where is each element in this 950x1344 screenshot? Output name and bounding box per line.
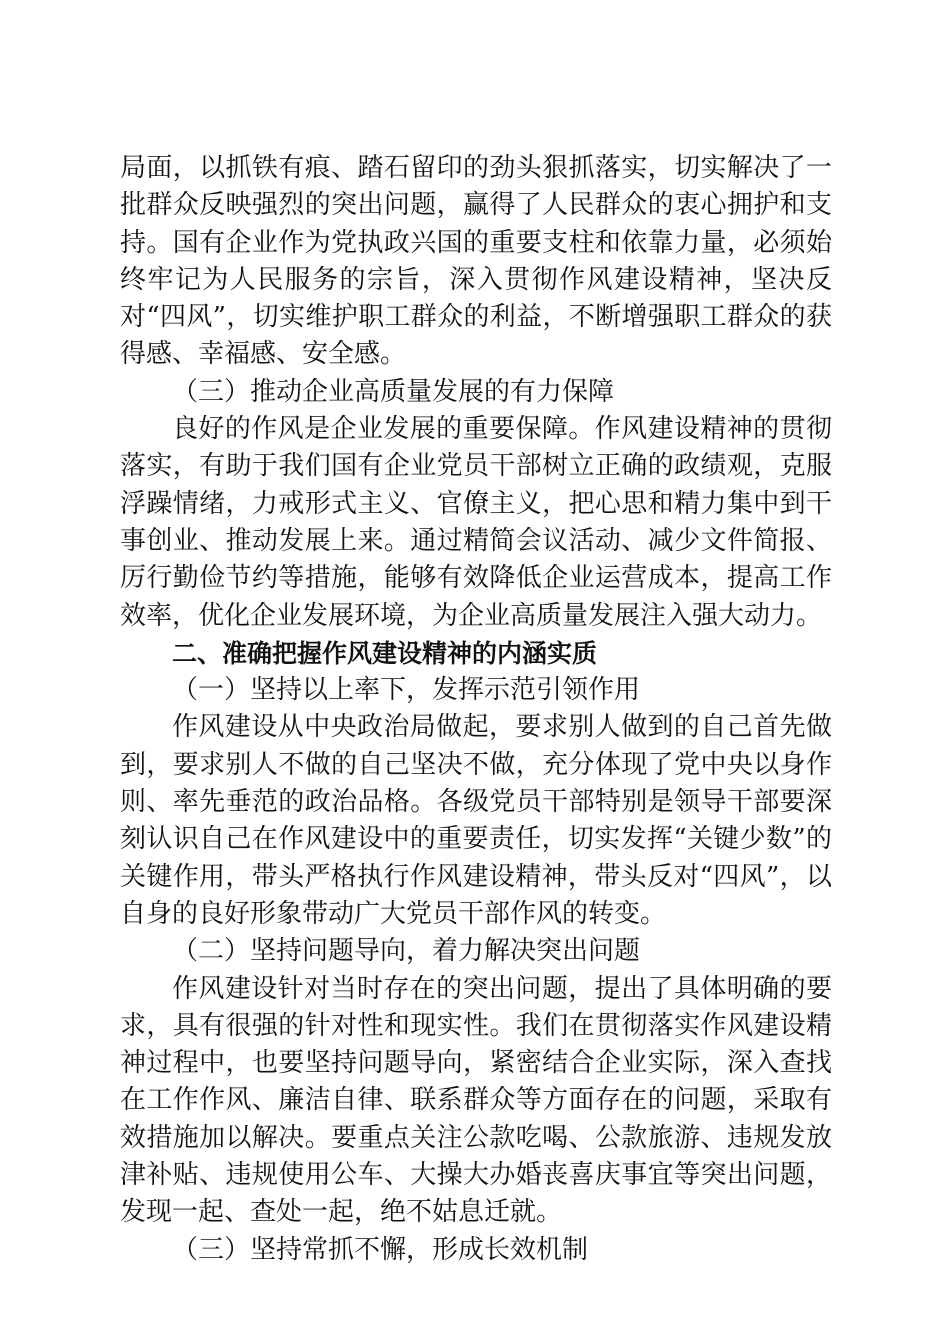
subheading-2-3: （三）坚持常抓不懈，形成长效机制 — [172, 1234, 589, 1265]
subheading-1-3: （三）推动企业高质量发展的有力保障 — [172, 376, 615, 407]
paragraph-2-1: 作风建设从中央政治局做起，要求别人做到的自己首先做到，要求别人不做的自己坚决不做，充分体现了党中央以身作则、率先垂范的政治品格。各级党员干部特别是领导干部要深刻认识自己在作风建设中的重要责任，切实发挥“关键少数”的关键作用，带头严格执行作风建设精神，带头反对“四风”，以自身的良好形象带动广大党员干部作风的转变。 — [120, 712, 832, 929]
subheading-2-1: （一）坚持以上率下，发挥示范引领作用 — [172, 675, 641, 706]
paragraph-1-3: 良好的作风是企业发展的重要保障。作风建设精神的贯彻落实，有助于我们国有企业党员干部树立正确的政绩观，克服浮躁情绪，力戒形式主义、官僚主义，把心思和精力集中到干事创业、推动发展上来。通过精简会议活动、减少文件简报、厉行勤俭节约等措施，能够有效降低企业运营成本，提高工作效率，优化企业发展环境，为企业高质量发展注入强大动力。 — [120, 414, 832, 631]
subheading-2-2: （二）坚持问题导向，着力解决突出问题 — [172, 936, 641, 967]
section-heading-2: 二、准确把握作风建设精神的内涵实质 — [172, 638, 598, 668]
paragraph-2-2: 作风建设针对当时存在的突出问题，提出了具体明确的要求，具有很强的针对性和现实性。我们在贯彻落实作风建设精神过程中，也要坚持问题导向，紧密结合企业实际，深入查找在工作作风、廉洁自律、联系群众等方面存在的问题，采取有效措施加以解决。要重点关注公款吃喝、公款旅游、违规发放津补贴、违规使用公车、大操大办婚丧喜庆事宜等突出问题，发现一起、查处一起，绝不姑息迁就。 — [120, 973, 832, 1228]
paragraph-continued: 局面，以抓铁有痕、踏石留印的劲头狠抓落实，切实解决了一批群众反映强烈的突出问题，赢得了人民群众的衷心拥护和支持。国有企业作为党执政兴国的重要支柱和依靠力量，必须始终牢记为人民服务的宗旨，深入贯彻作风建设精神，坚决反对“四风”，切实维护职工群众的利益，不断增强职工群众的获得感、幸福感、安全感。 — [120, 153, 832, 370]
document-page — [120, 150, 832, 1269]
